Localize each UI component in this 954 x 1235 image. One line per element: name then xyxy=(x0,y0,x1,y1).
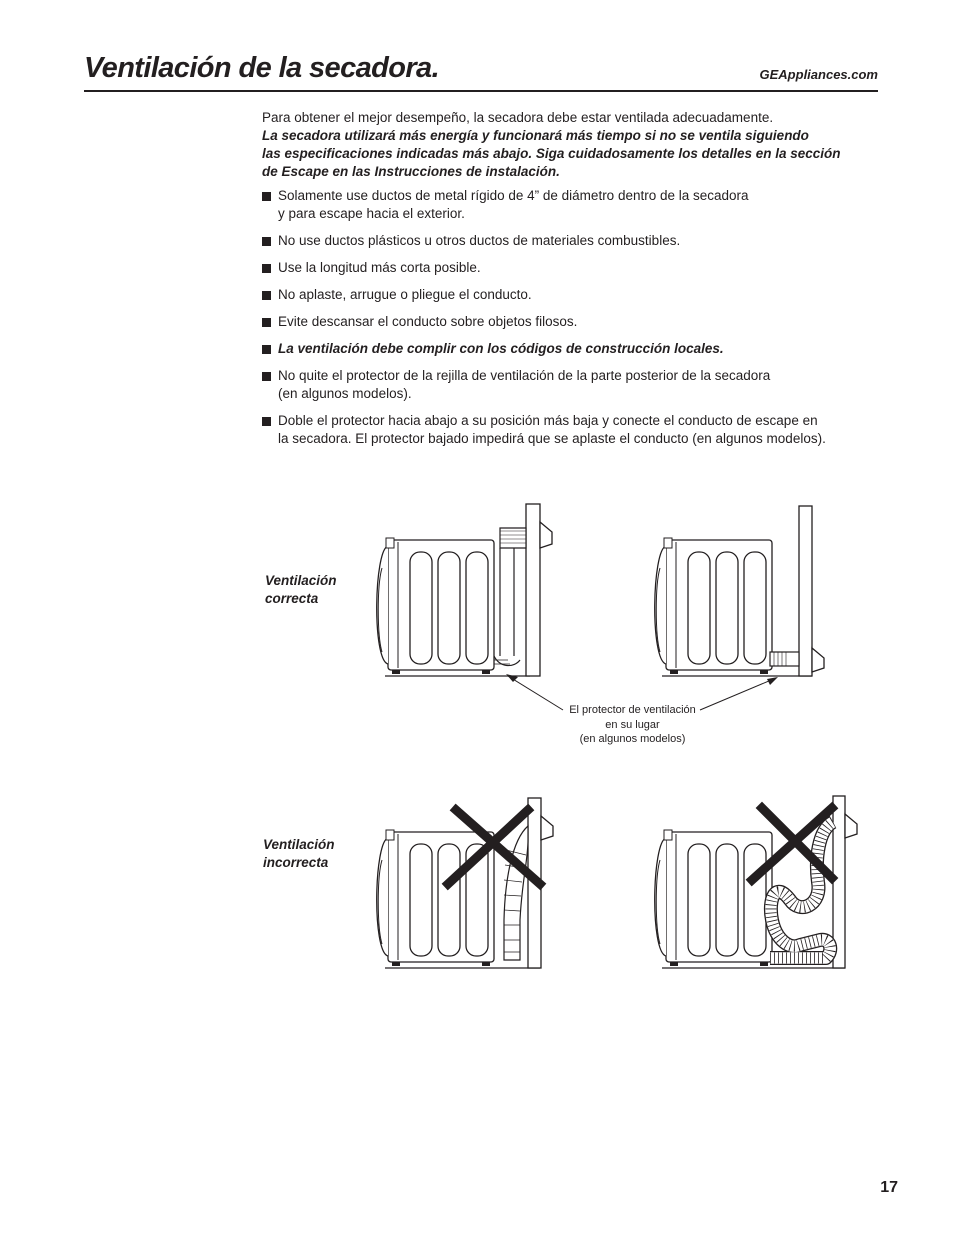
intro-line: Para obtener el mejor desempeño, la secadora debe estar ventilada adecuadamente. xyxy=(262,110,774,125)
list-item-text: Evite descansar el conducto sobre objetos filosos. xyxy=(278,314,578,329)
label-line: incorrecta xyxy=(263,855,329,870)
list-item-text: Doble el protector hacia abajo a su posición más baja y conecte el conducto de escape en xyxy=(278,413,818,428)
correct-vent-label xyxy=(265,572,337,608)
callout-line: en su lugar xyxy=(605,718,660,731)
label-line: Ventilación xyxy=(265,573,337,588)
list-item-text: y para escape hacia el exterior. xyxy=(278,206,465,221)
list-item-text: Use la longitud más corta posible. xyxy=(278,260,481,275)
list-item-text: (en algunos modelos). xyxy=(278,386,412,401)
list-item-text: la secadora. El protector bajado impedirá que se aplaste el conducto (en algunos modelos). xyxy=(278,431,826,446)
incorrect-vent-diagram-2 xyxy=(655,796,857,968)
list-item-text: No quite el protector de la rejilla de ventilación de la parte posterior de la secadora xyxy=(278,368,771,383)
incorrect-vent-diagram-1 xyxy=(377,798,553,968)
intro-bold-line: las especificaciones indicadas más abajo. Siga cuidadosamente los detalles en la sección xyxy=(262,146,841,161)
label-line: Ventilación xyxy=(263,837,335,852)
incorrect-vent-label xyxy=(263,836,335,872)
callout-line: (en algunos modelos) xyxy=(579,733,686,745)
website-label: GEAppliances.com xyxy=(759,67,878,82)
page-number: 17 xyxy=(880,1179,898,1196)
list-item-text: Solamente use ductos de metal rígido de 4” de diámetro dentro de la secadora xyxy=(278,188,749,203)
vent-guard-callout xyxy=(555,703,710,747)
intro-bold-line: La secadora utilizará más energía y funcionará más tiempo si no se ventila siguiendo xyxy=(262,128,809,143)
page-title: Ventilación de la secadora. xyxy=(84,52,440,84)
list-item-text: No use ductos plásticos u otros ductos de materiales combustibles. xyxy=(278,233,681,248)
list-item-text: La ventilación debe complir con los códigos de construcción locales. xyxy=(278,341,724,356)
label-line: correcta xyxy=(265,591,319,606)
intro-bold-line: de Escape en las Instrucciones de instalación. xyxy=(262,164,560,179)
callout-line: El protector de ventilación xyxy=(569,704,696,716)
correct-vent-diagram-1 xyxy=(377,504,552,676)
list-item-text: No aplaste, arrugue o pliegue el conducto. xyxy=(278,287,532,302)
correct-vent-diagram-2 xyxy=(655,506,824,676)
